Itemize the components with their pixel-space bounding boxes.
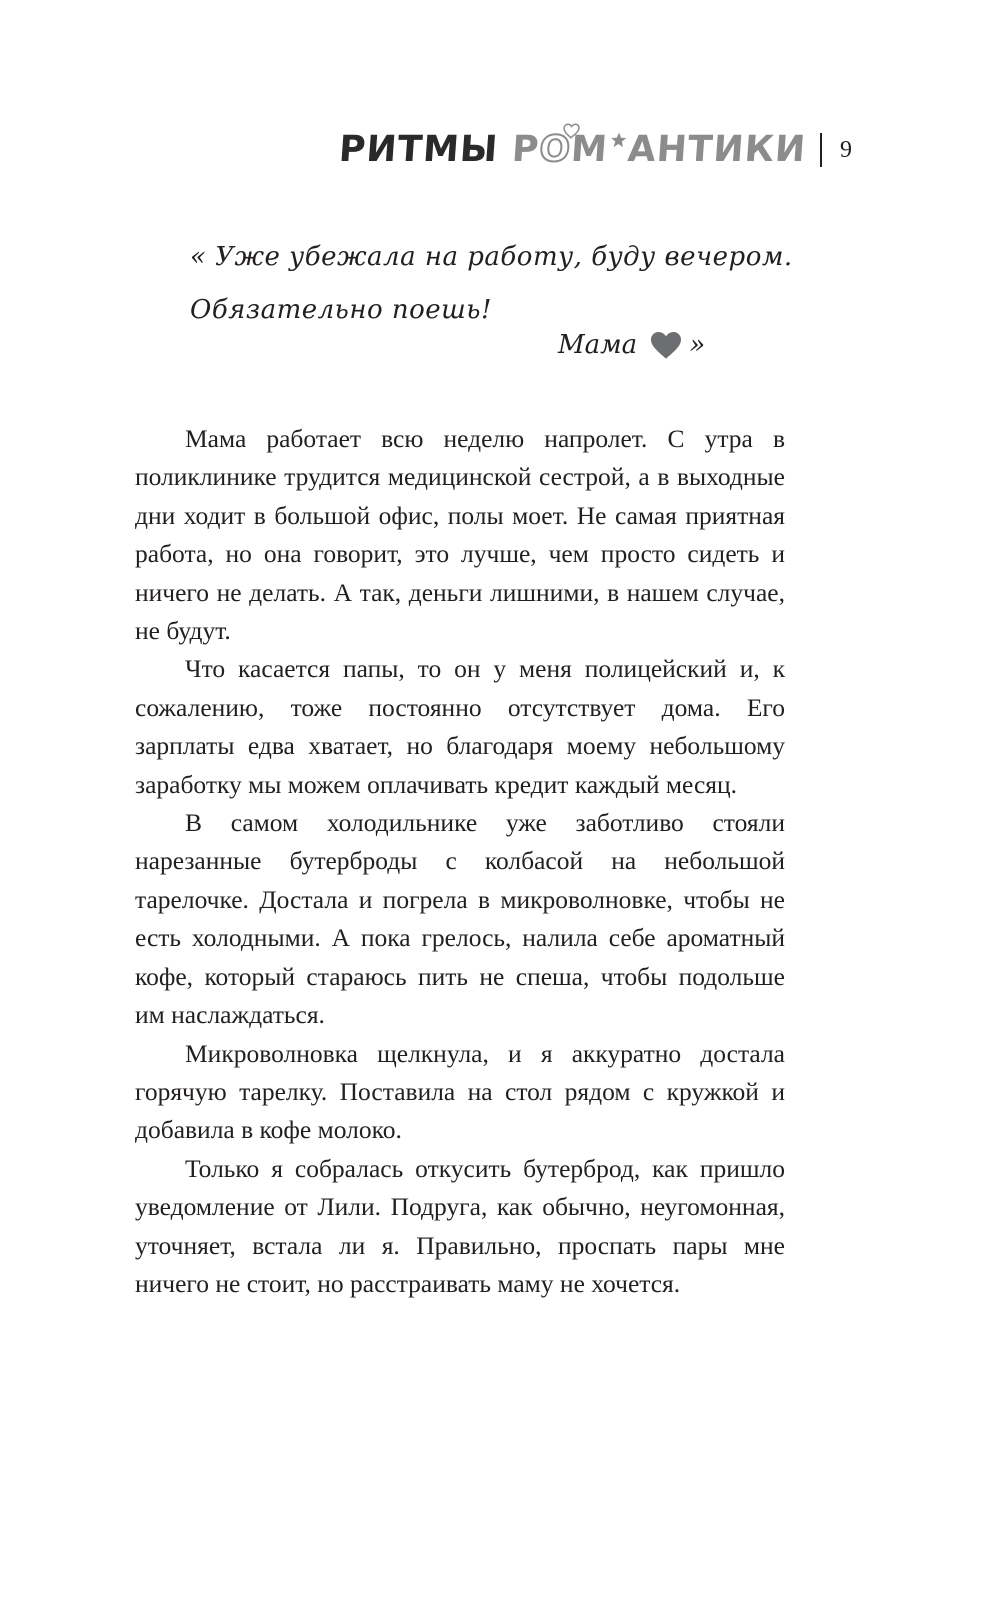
book-title-letter-r: Р xyxy=(510,129,541,170)
note-closing-quote: » xyxy=(689,330,706,360)
heart-icon xyxy=(562,122,581,140)
paragraph: Только я собралась откусить бутерброд, как пришло уведомление от Лили. Подруга, как обычно, неугомонная, уточняет, встала ли я. Правильно, проспать пары мне ничего не стоит, но расстраивать маму не хочется. xyxy=(135,1153,785,1298)
paragraph: Мама работает всю неделю напролет. С утра в поликлинике трудится медицинской сестрой, а в выходные дни ходит в большой офис, полы моет. Не самая приятная работа, но она говорит, это лучше, чем просто сидеть и ничего не делать. А так, деньги лишними, в нашем случае, не будут. xyxy=(135,424,785,646)
note-line-1: « Уже убежала на работу, буду вечером. xyxy=(190,242,793,272)
note-signature xyxy=(558,330,705,360)
heart-icon xyxy=(649,330,683,360)
note-signature-text: Мама xyxy=(558,330,638,360)
book-title-word-1: РИТМЫ xyxy=(337,129,500,170)
book-title-letter-o xyxy=(537,129,573,170)
note-line-2: Обязательно поешь! xyxy=(190,295,492,325)
star-icon xyxy=(609,131,628,149)
book-title-word-2 xyxy=(510,129,808,170)
book-title-letters-rest: АНТИКИ xyxy=(626,129,808,170)
header-divider xyxy=(820,133,822,167)
book-title-letter-o-text: О xyxy=(537,129,573,170)
page-number: 9 xyxy=(840,136,852,163)
running-header xyxy=(339,120,852,180)
body-text xyxy=(135,420,785,1303)
book-title-logo xyxy=(337,129,808,170)
paragraph: Что касается папы, то он у меня полицейский и, к сожалению, тоже постоянно отсутствует дома. Его зарплаты едва хватает, но благодаря моему небольшому заработку мы можем оплачивать кредит каждый месяц. xyxy=(135,654,785,799)
paragraph: В самом холодильнике уже заботливо стояли нарезанные бутерброды с колбасой на небольшой тарелочке. Достала и погрела в микроволновке, чтобы не есть холодными. А пока грелось, налила себе ароматный кофе, который стараюсь пить не спеша, чтобы подольше им наслаждаться. xyxy=(135,808,785,1030)
paragraph: Микроволновка щелкнула, и я аккуратно достала горячую тарелку. Поставила на стол рядом с кружкой и добавила в кофе молоко. xyxy=(135,1038,785,1145)
book-title-letter-m: М xyxy=(569,129,610,170)
